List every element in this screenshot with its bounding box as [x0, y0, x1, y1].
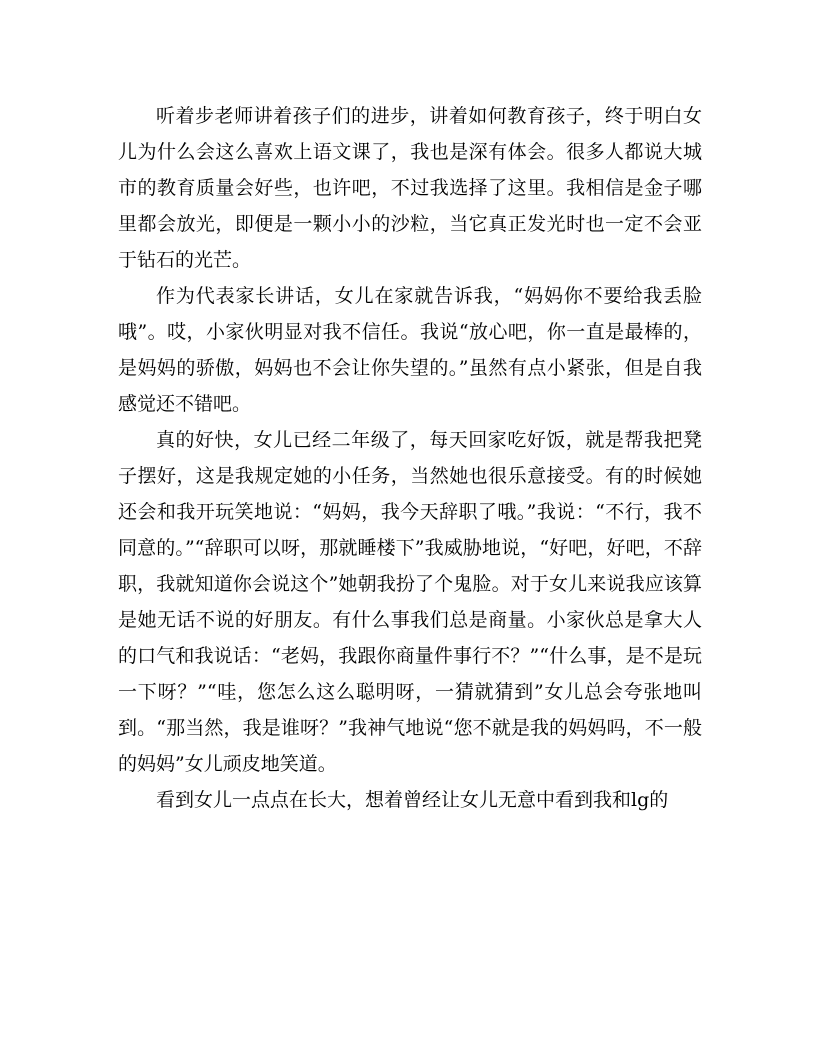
paragraph-2: 作为代表家长讲话，女儿在家就告诉我，“妈妈你不要给我丢脸哦”。哎，小家伙明显对我不信任。我说“放心吧，你一直是最棒的，是妈妈的骄傲，妈妈也不会让你失望的。”虽然有点小紧张，但是自我感觉还不错吧。 [118, 285, 702, 415]
document-page [118, 98, 702, 818]
paragraph-3: 真的好快，女儿已经二年级了，每天回家吃好饭，就是帮我把凳子摆好，这是我规定她的小任务，当然她也很乐意接受。有的时候她还会和我开玩笑地说：“妈妈，我今天辞职了哦。”我说：“不行，我不同意的。”“辞职可以呀，那就睡楼下”我威胁地说，“好吧，好吧，不辞职，我就知道你会说这个”她朝我扮了个鬼脸。对于女儿来说我应该算是她无话不说的好朋友。有什么事我们总是商量。小家伙总是拿大人的口气和我说话：“老妈，我跟你商量件事行不？”“什么事，是不是玩一下呀？”“哇，您怎么这么聪明呀，一猜就猜到”女儿总会夸张地叫到。“那当然，我是谁呀？”我神气地说“您不就是我的妈妈吗，不一般的妈妈”女儿顽皮地笑道。 [118, 429, 702, 775]
paragraph-4: 看到女儿一点点在长大，想着曾经让女儿无意中看到我和lg的 [156, 789, 669, 811]
paragraph-1: 听着步老师讲着孩子们的进步，讲着如何教育孩子，终于明白女儿为什么会这么喜欢上语文课了，我也是深有体会。很多人都说大城市的教育质量会好些，也许吧，不过我选择了这里。我相信是金子哪里都会放光，即便是一颗小小的沙粒，当它真正发光时也一定不会亚于钻石的光芒。 [118, 105, 702, 271]
